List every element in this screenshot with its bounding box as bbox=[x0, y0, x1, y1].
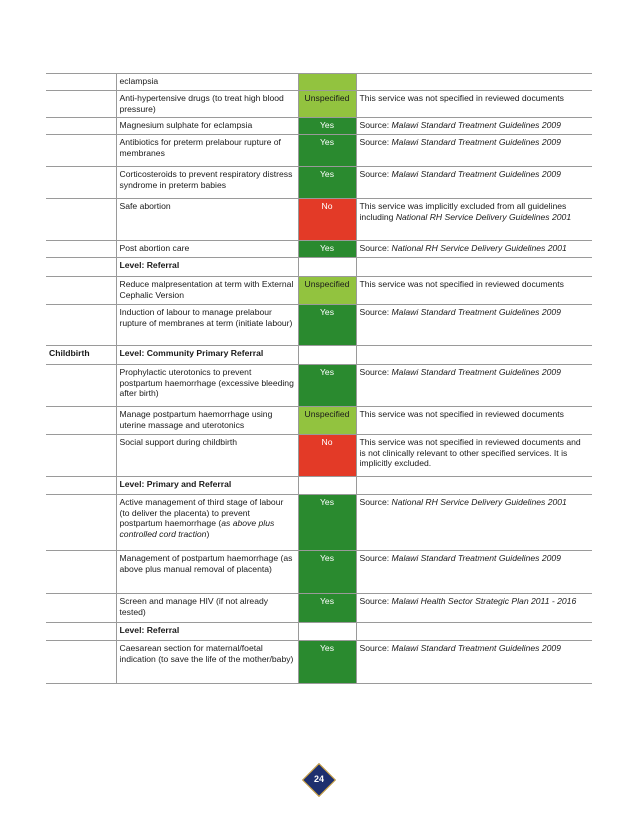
source-cell bbox=[356, 365, 592, 407]
status-label: Unspecified bbox=[304, 93, 350, 103]
category-cell bbox=[46, 495, 116, 551]
services-table-body bbox=[46, 74, 592, 684]
source-text: Source: bbox=[359, 367, 392, 377]
category-cell bbox=[46, 258, 116, 277]
status-label: Yes bbox=[319, 553, 335, 563]
source-text: Source: bbox=[359, 307, 392, 317]
source-cell bbox=[356, 167, 592, 199]
source-title: National RH Service Delivery Guidelines 2001 bbox=[391, 243, 567, 253]
category-cell bbox=[46, 135, 116, 167]
status-badge bbox=[298, 118, 356, 135]
category-cell bbox=[46, 594, 116, 623]
source-text: This service was not specified in reviewed documents bbox=[359, 279, 564, 289]
category-cell: Childbirth bbox=[46, 346, 116, 365]
source-title: Malawi Standard Treatment Guidelines 2009 bbox=[391, 120, 561, 130]
source-cell bbox=[356, 258, 592, 277]
service-row bbox=[46, 641, 592, 684]
service-cell: Corticosteroids to prevent respiratory distress syndrome in preterm babies bbox=[116, 167, 298, 199]
service-row bbox=[46, 551, 592, 594]
category-cell bbox=[46, 407, 116, 435]
service-row bbox=[46, 365, 592, 407]
status-badge bbox=[298, 365, 356, 407]
source-text: Source: bbox=[359, 243, 392, 253]
service-cell: Screen and manage HIV (if not already tested) bbox=[116, 594, 298, 623]
source-title: National RH Service Delivery Guidelines 2001 bbox=[391, 497, 567, 507]
source-title: Malawi Standard Treatment Guidelines 2009 bbox=[391, 307, 561, 317]
status-badge bbox=[298, 641, 356, 684]
service-row bbox=[46, 135, 592, 167]
page-number: 24 bbox=[313, 774, 324, 784]
service-row bbox=[46, 435, 592, 477]
service-row bbox=[46, 91, 592, 118]
source-title: Malawi Standard Treatment Guidelines 2009 bbox=[391, 367, 561, 377]
source-cell bbox=[356, 623, 592, 641]
source-text: Source: bbox=[359, 120, 392, 130]
service-row bbox=[46, 241, 592, 258]
level-row bbox=[46, 477, 592, 495]
status-badge bbox=[298, 495, 356, 551]
source-cell bbox=[356, 74, 592, 91]
category-cell bbox=[46, 277, 116, 305]
source-text: Source: bbox=[359, 169, 392, 179]
level-row bbox=[46, 346, 592, 365]
page-number-badge bbox=[302, 763, 336, 797]
source-cell bbox=[356, 641, 592, 684]
status-label: Unspecified bbox=[304, 409, 350, 419]
source-title: Malawi Standard Treatment Guidelines 2009 bbox=[391, 169, 561, 179]
status-label: Yes bbox=[319, 497, 335, 507]
source-text: Source: bbox=[359, 553, 392, 563]
status-label: No bbox=[321, 201, 333, 211]
source-cell bbox=[356, 91, 592, 118]
service-cell: Social support during childbirth bbox=[116, 435, 298, 477]
service-cell: Reduce malpresentation at term with External Cephalic Version bbox=[116, 277, 298, 305]
service-cell bbox=[116, 495, 298, 551]
status-badge bbox=[298, 199, 356, 241]
source-cell bbox=[356, 407, 592, 435]
source-cell bbox=[356, 135, 592, 167]
source-cell bbox=[356, 594, 592, 623]
service-row bbox=[46, 305, 592, 346]
source-title: National RH Service Delivery Guidelines 2001 bbox=[395, 211, 572, 222]
status-badge bbox=[298, 435, 356, 477]
category-cell bbox=[46, 435, 116, 477]
status-label: No bbox=[321, 437, 333, 447]
service-cell: Antibiotics for preterm prelabour rupture of membranes bbox=[116, 135, 298, 167]
service-row bbox=[46, 118, 592, 135]
service-cell: Post abortion care bbox=[116, 241, 298, 258]
level-label: Level: Primary and Referral bbox=[116, 477, 298, 495]
service-cell: Manage postpartum haemorrhage using uterine massage and uterotonics bbox=[116, 407, 298, 435]
service-row bbox=[46, 594, 592, 623]
level-label: Level: Referral bbox=[116, 258, 298, 277]
status-badge bbox=[298, 91, 356, 118]
category-cell bbox=[46, 91, 116, 118]
service-row bbox=[46, 495, 592, 551]
level-row bbox=[46, 623, 592, 641]
service-cell: Management of postpartum haemorrhage (as above plus manual removal of placenta) bbox=[116, 551, 298, 594]
source-cell bbox=[356, 199, 592, 241]
category-cell bbox=[46, 623, 116, 641]
source-cell bbox=[356, 118, 592, 135]
source-cell bbox=[356, 277, 592, 305]
category-cell bbox=[46, 305, 116, 346]
status-label: Yes bbox=[319, 643, 335, 653]
category-cell bbox=[46, 118, 116, 135]
service-cell: Caesarean section for maternal/foetal indication (to save the life of the mother/baby) bbox=[116, 641, 298, 684]
status-badge bbox=[298, 407, 356, 435]
source-text: Source: bbox=[359, 497, 392, 507]
status-badge bbox=[298, 594, 356, 623]
status-badge bbox=[298, 623, 356, 641]
services-table bbox=[46, 73, 592, 684]
status-label: Yes bbox=[319, 169, 335, 179]
service-cell: eclampsia bbox=[116, 74, 298, 91]
service-cell: Magnesium sulphate for eclampsia bbox=[116, 118, 298, 135]
source-text: This service was implicitly excluded from all guidelines including bbox=[359, 201, 567, 222]
status-label: Yes bbox=[319, 307, 335, 317]
source-text: Source: bbox=[359, 643, 392, 653]
source-title: Malawi Health Sector Strategic Plan 2011 - 2016 bbox=[391, 596, 577, 606]
source-cell bbox=[356, 551, 592, 594]
service-row bbox=[46, 74, 592, 91]
level-row bbox=[46, 258, 592, 277]
status-badge bbox=[298, 74, 356, 91]
service-row bbox=[46, 277, 592, 305]
source-title: Malawi Standard Treatment Guidelines 2009 bbox=[391, 137, 561, 147]
service-text-italic: as above plus controlled cord traction bbox=[119, 518, 275, 539]
source-cell bbox=[356, 346, 592, 365]
source-text: This service was not specified in reviewed documents and is not clinically relevant to other specified services. It is implicitly excluded. bbox=[359, 437, 581, 469]
source-text: Source: bbox=[359, 137, 392, 147]
category-cell bbox=[46, 551, 116, 594]
category-cell bbox=[46, 477, 116, 495]
service-cell: Prophylactic uterotonics to prevent postpartum haemorrhage (excessive bleeding after birth) bbox=[116, 365, 298, 407]
status-badge bbox=[298, 477, 356, 495]
status-label: Yes bbox=[319, 120, 335, 130]
category-cell bbox=[46, 365, 116, 407]
level-label: Level: Community Primary Referral bbox=[116, 346, 298, 365]
source-text: This service was not specified in reviewed documents bbox=[359, 409, 564, 419]
status-badge bbox=[298, 135, 356, 167]
service-cell: Anti-hypertensive drugs (to treat high blood pressure) bbox=[116, 91, 298, 118]
source-text: This service was not specified in reviewed documents bbox=[359, 93, 564, 103]
status-label: Yes bbox=[319, 243, 335, 253]
source-text: Source: bbox=[359, 596, 392, 606]
category-cell bbox=[46, 241, 116, 258]
source-cell bbox=[356, 305, 592, 346]
status-badge bbox=[298, 241, 356, 258]
level-label: Level: Referral bbox=[116, 623, 298, 641]
category-cell bbox=[46, 74, 116, 91]
status-label: Unspecified bbox=[304, 279, 350, 289]
category-cell bbox=[46, 641, 116, 684]
status-badge bbox=[298, 346, 356, 365]
source-cell bbox=[356, 241, 592, 258]
source-cell bbox=[356, 435, 592, 477]
service-row bbox=[46, 167, 592, 199]
category-cell bbox=[46, 167, 116, 199]
status-label: Yes bbox=[319, 137, 335, 147]
source-cell bbox=[356, 495, 592, 551]
service-text-end: ) bbox=[206, 528, 210, 539]
service-row bbox=[46, 407, 592, 435]
category-cell bbox=[46, 199, 116, 241]
status-label: Yes bbox=[319, 367, 335, 377]
service-cell: Safe abortion bbox=[116, 199, 298, 241]
status-badge bbox=[298, 305, 356, 346]
source-cell bbox=[356, 477, 592, 495]
service-row bbox=[46, 199, 592, 241]
service-cell: Induction of labour to manage prelabour rupture of membranes at term (initiate labour) bbox=[116, 305, 298, 346]
status-badge bbox=[298, 258, 356, 277]
source-title: Malawi Standard Treatment Guidelines 2009 bbox=[391, 553, 561, 563]
status-badge bbox=[298, 277, 356, 305]
status-badge bbox=[298, 551, 356, 594]
status-label: Yes bbox=[319, 596, 335, 606]
source-title: Malawi Standard Treatment Guidelines 2009 bbox=[391, 643, 561, 653]
service-text: Active management of third stage of labour (to deliver the placenta) to prevent postpartum haemorrhage ( bbox=[119, 497, 284, 529]
status-badge bbox=[298, 167, 356, 199]
